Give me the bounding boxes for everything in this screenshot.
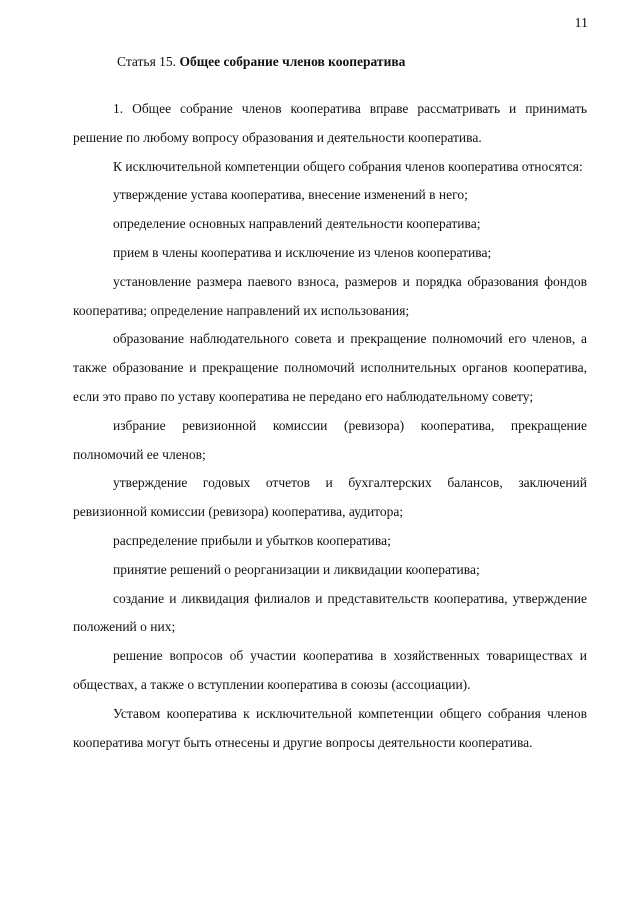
- list-item: распределение прибыли и убытков кооператива;: [113, 532, 391, 548]
- article-body: [73, 95, 587, 757]
- paragraph: К исключительной компетенции общего собрания членов кооператива относятся:: [113, 158, 583, 174]
- list-item: образование наблюдательного совета и прекращение полномочий его членов, а также образование и прекращение полномочий исполнительных органов кооператива, если это право по уставу кооператива не передано его наблюдательному совету;: [73, 331, 587, 404]
- article-heading: Общее собрание членов кооператива: [179, 54, 406, 69]
- list-item: утверждение годовых отчетов и бухгалтерских балансов, заключений ревизионной комиссии (ревизора) кооператива, аудитора;: [73, 475, 587, 520]
- list-item: утверждение устава кооператива, внесение изменений в него;: [113, 187, 468, 203]
- article-label: Статья 15.: [117, 54, 177, 69]
- list-item: прием в члены кооператива и исключение из членов кооператива;: [113, 244, 492, 260]
- paragraph: Уставом кооператива к исключительной компетенции общего собрания членов кооператива могут быть отнесены и другие вопросы деятельности кооператива.: [73, 705, 587, 750]
- article-title: [117, 54, 405, 70]
- list-item: определение основных направлений деятельности кооператива;: [113, 216, 481, 232]
- page-number: 11: [574, 16, 588, 31]
- list-item: решение вопросов об участии кооператива в хозяйственных товариществах и обществах, а также о вступлении кооператива в союзы (ассоциации).: [73, 648, 587, 692]
- list-item: избрание ревизионной комиссии (ревизора) кооператива, прекращение полномочий ее членов;: [73, 417, 587, 462]
- list-item: создание и ликвидация филиалов и представительств кооператива, утверждение положений о них;: [73, 590, 587, 635]
- paragraph: 1. Общее собрание членов кооператива вправе рассматривать и принимать решение по любому вопросу образования и деятельности кооператива.: [73, 101, 587, 145]
- list-item: принятие решений о реорганизации и ликвидации кооператива;: [113, 561, 480, 577]
- list-item: установление размера паевого взноса, размеров и порядка образования фондов кооператива; определение направлений их использования;: [73, 273, 587, 318]
